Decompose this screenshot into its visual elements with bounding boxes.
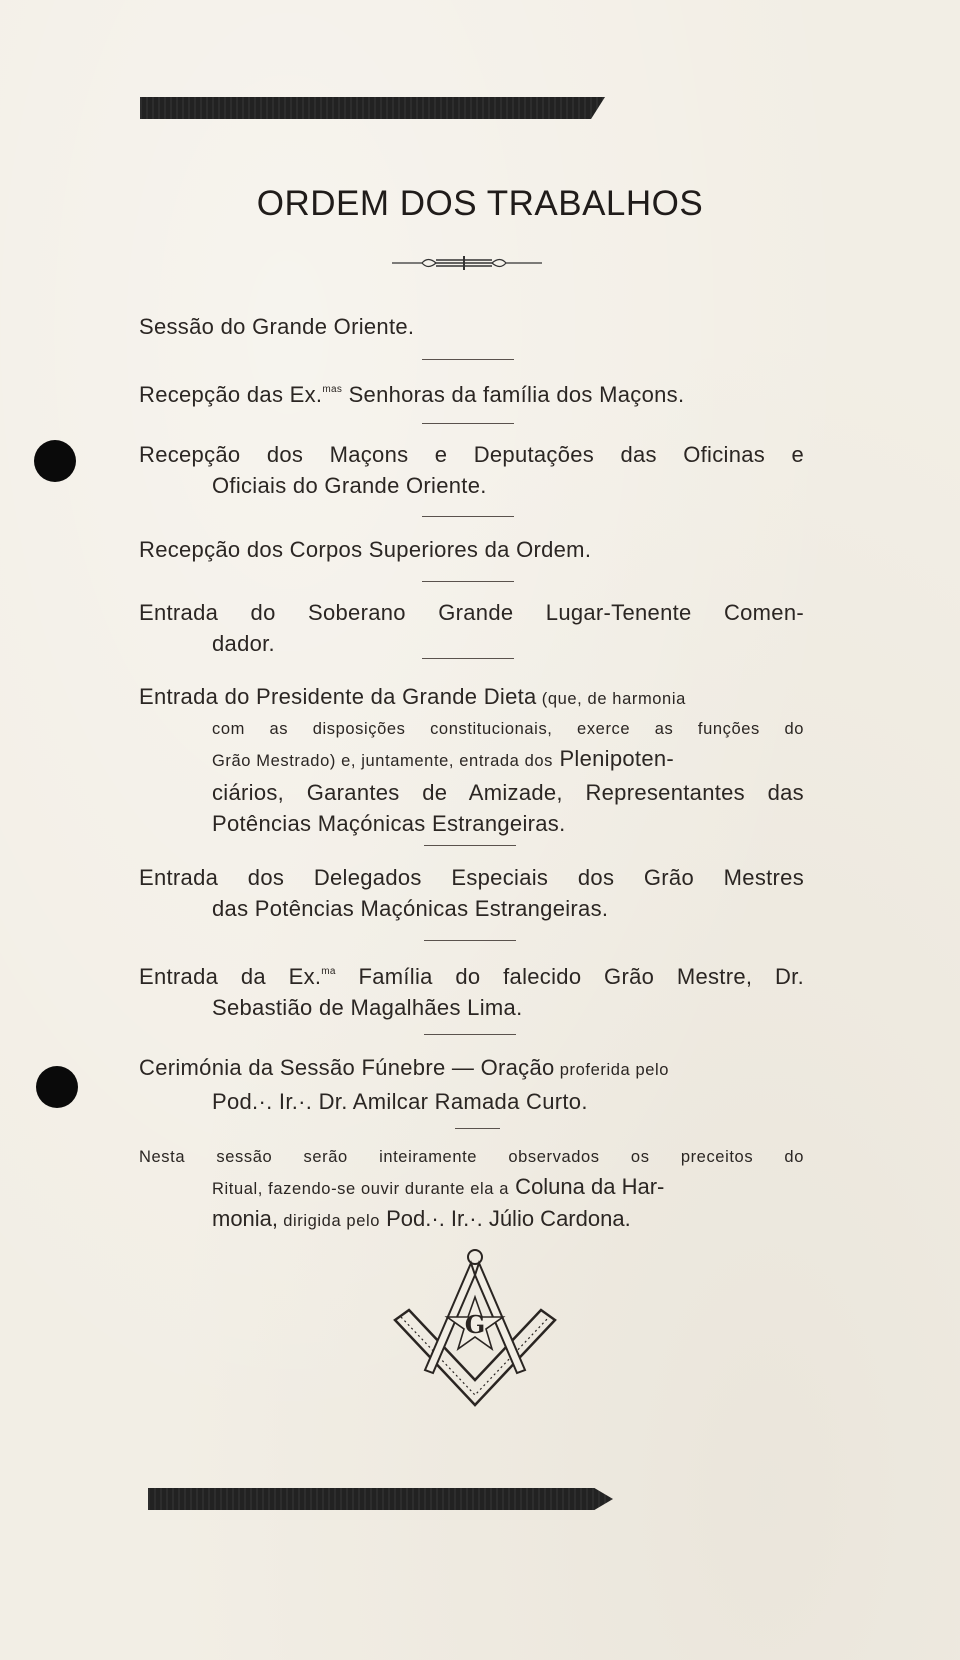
- separator-rule: [455, 1128, 500, 1129]
- item-line: Pod.·. Ir.·. Dr. Amilcar Ramada Curto.: [212, 1089, 588, 1114]
- note-text: Coluna da Har-: [509, 1174, 665, 1199]
- item-line: [139, 374, 804, 410]
- item-line: das Potências Maçónicas Estrangeiras.: [212, 896, 609, 921]
- item-text: Entrada da Ex.: [139, 964, 322, 989]
- item-line: [139, 956, 804, 992]
- document-title: ORDEM DOS TRABALHOS: [256, 184, 704, 223]
- item-line: [139, 681, 804, 715]
- program-item-4: [139, 534, 804, 565]
- item-text: Entrada do Presidente da Grande Dieta: [139, 684, 537, 709]
- item-line: com as disposições constitucionais, exerce as funções do: [212, 720, 804, 738]
- program-item-9: [139, 1052, 804, 1117]
- program-item-8: [139, 956, 804, 1023]
- superscript: ma: [321, 966, 336, 977]
- item-text-small: Grão Mestrado) e, juntamente, entrada dos: [212, 752, 554, 770]
- item-line: Sessão do Grande Oriente.: [139, 314, 415, 339]
- item-line: Recepção dos Corpos Superiores da Ordem.: [139, 537, 592, 562]
- note-text: Pod.·. Ir.·. Júlio Cardona.: [380, 1206, 631, 1231]
- program-item-7: [139, 862, 804, 924]
- separator-rule: [422, 359, 514, 360]
- closing-note: [139, 1143, 804, 1236]
- item-line: [139, 1052, 804, 1086]
- program-item-3: [139, 439, 804, 501]
- separator-rule: [422, 516, 514, 517]
- item-line: Sebastião de Magalhães Lima.: [212, 995, 523, 1020]
- punch-hole: [34, 440, 76, 482]
- separator-rule: [424, 940, 516, 941]
- ornament-divider: [392, 252, 542, 274]
- item-line: ciários, Garantes de Amizade, Representantes das: [212, 780, 804, 805]
- item-text-small: (que, de harmonia: [536, 690, 686, 708]
- item-line: Potências Maçónicas Estrangeiras.: [212, 811, 566, 836]
- program-item-5: [139, 597, 804, 659]
- item-line: dador.: [212, 631, 275, 656]
- separator-rule: [422, 658, 514, 659]
- item-text: Cerimónia da Sessão Fúnebre — Oração: [139, 1055, 555, 1080]
- superscript: mas: [322, 384, 343, 395]
- emblem-letter: G: [464, 1310, 486, 1339]
- item-line: [139, 743, 804, 777]
- separator-rule: [424, 1034, 516, 1035]
- separator-rule: [422, 423, 514, 424]
- item-line: Recepção dos Maçons e Deputações das Oficinas e: [139, 442, 804, 467]
- program-item-2: [139, 374, 804, 410]
- top-black-bar: [140, 97, 605, 119]
- program-item-6: [139, 681, 804, 839]
- item-text: Recepção das Ex.: [139, 382, 323, 407]
- note-line: [139, 1204, 804, 1236]
- separator-rule: [422, 581, 514, 582]
- square-and-compasses-emblem: [385, 1245, 565, 1430]
- punch-hole: [36, 1066, 78, 1108]
- bottom-black-bar: [148, 1488, 613, 1510]
- item-line: Entrada do Soberano Grande Lugar-Tenente Comen-: [139, 600, 804, 625]
- item-line: Oficiais do Grande Oriente.: [212, 473, 487, 498]
- note-line: Nesta sessão serão inteiramente observados os preceitos do: [139, 1148, 804, 1166]
- note-text-small: dirigida pelo: [278, 1212, 381, 1230]
- item-line: Entrada dos Delegados Especiais dos Grão Mestres: [139, 865, 804, 890]
- item-text: Plenipoten-: [553, 746, 675, 771]
- note-line: [139, 1172, 804, 1204]
- item-text: Senhoras da família dos Maçons.: [342, 382, 685, 407]
- note-text: monia,: [212, 1206, 279, 1231]
- item-text: Família do falecido Grão Mestre, Dr.: [335, 964, 804, 989]
- item-text-small: proferida pelo: [554, 1061, 670, 1079]
- note-text-small: Ritual, fazendo-se ouvir durante ela a: [212, 1180, 510, 1198]
- program-item-1: [139, 311, 804, 342]
- separator-rule: [424, 845, 516, 846]
